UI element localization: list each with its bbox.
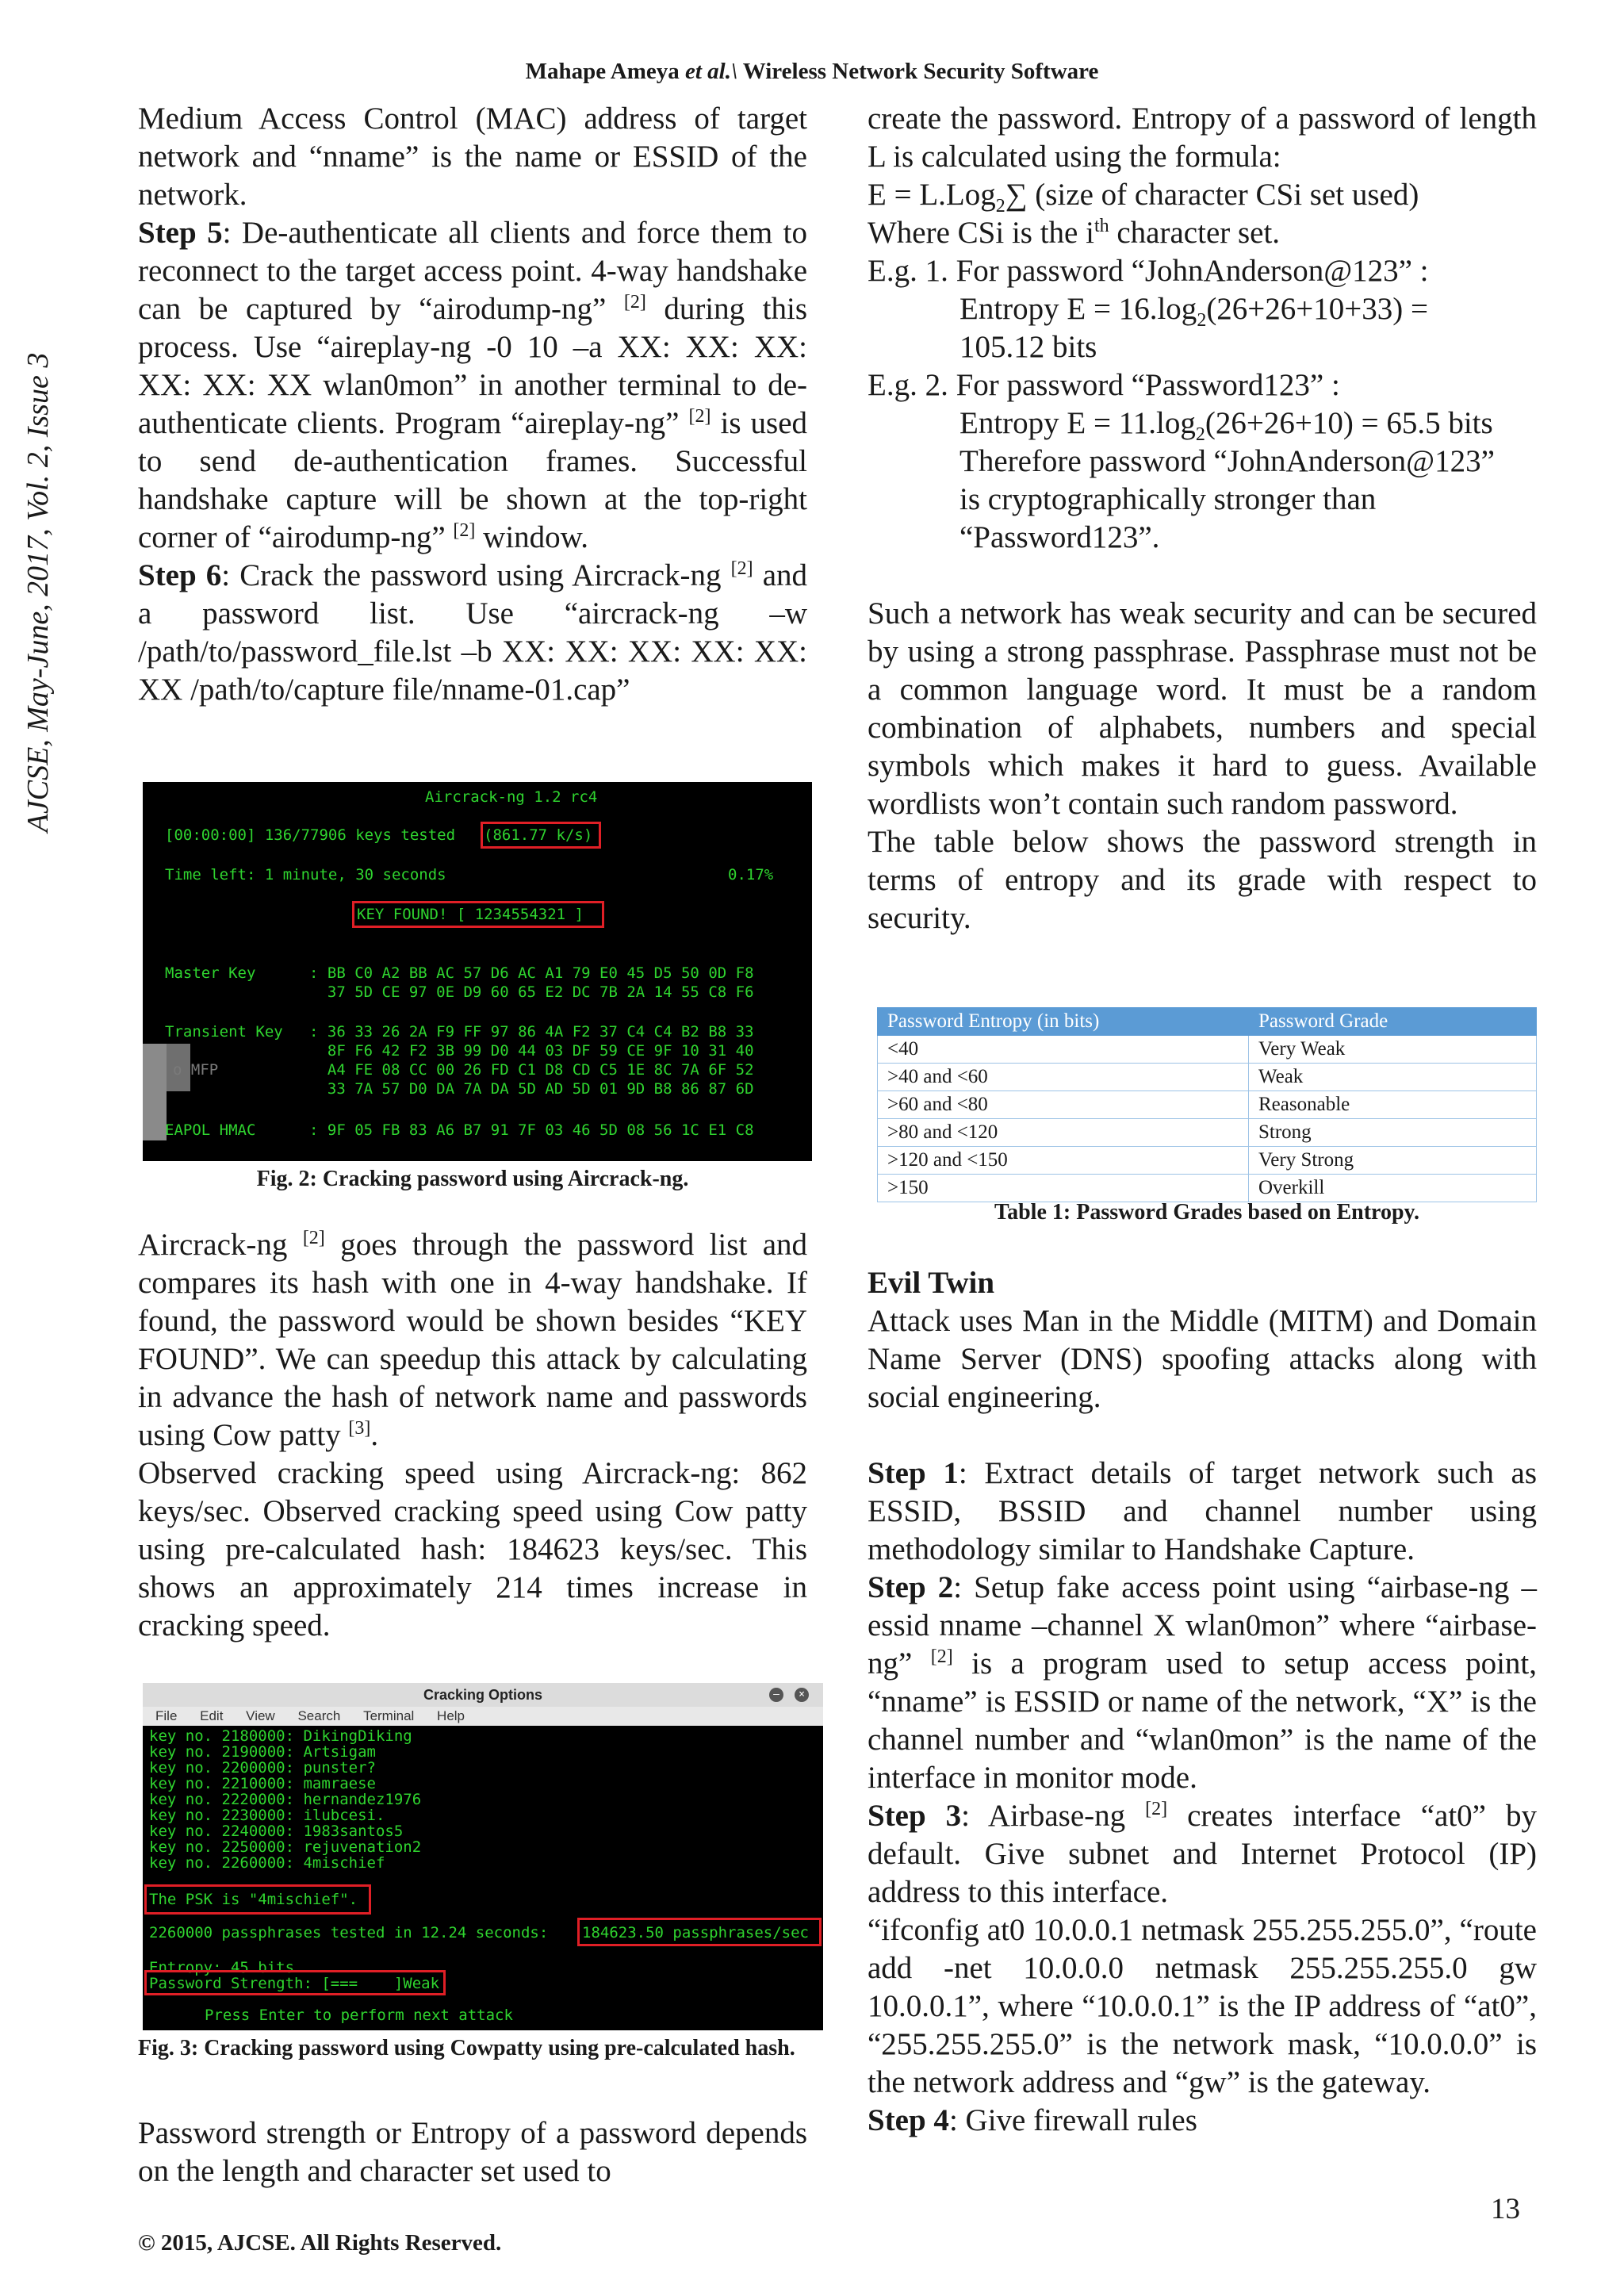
fig3-psk-highlight xyxy=(144,1884,371,1915)
fig2-eapol-label: EAPOL HMAC xyxy=(165,1121,256,1139)
fig2-mfp: o MFP xyxy=(173,1061,219,1079)
table-cell: >40 and <60 xyxy=(878,1064,1249,1091)
right-column-lower xyxy=(868,1264,1537,2140)
fig3-window-title: Cracking Options xyxy=(423,1687,543,1703)
aircrack-explanation xyxy=(138,1226,807,1455)
close-icon[interactable]: × xyxy=(795,1688,809,1702)
table-cell: >150 xyxy=(878,1175,1249,1202)
fig3-line: key no. 2240000: 1983santos5 xyxy=(149,1823,404,1840)
menu-terminal[interactable]: Terminal xyxy=(363,1708,415,1723)
evil-step1 xyxy=(868,1455,1537,1569)
fig2-percent: 0.17% xyxy=(728,866,774,884)
formula-a: E = L.Log xyxy=(868,178,996,212)
evil-step4-label: Step 4 xyxy=(868,2103,949,2137)
fig3-caption: Fig. 3: Cracking password using Cowpatty using pre-calculated hash. xyxy=(138,2036,795,2060)
evil-step4-text: : Give firewall rules xyxy=(948,2103,1197,2137)
where-b: character set. xyxy=(1109,216,1281,250)
left-column-bottom xyxy=(138,2114,807,2191)
fig3-line: key no. 2250000: rejuvenation2 xyxy=(149,1838,422,1856)
eg2-calc-a: Entropy E = 11.log xyxy=(959,406,1196,440)
fig3-line: key no. 2220000: hernandez1976 xyxy=(149,1791,422,1808)
fig2-master-2: 37 5D CE 97 0E D9 60 65 E2 DC 7B 2A 14 55 C8 F6 xyxy=(309,983,754,1001)
table-cell: Very Weak xyxy=(1249,1036,1537,1064)
fig3-strength: Password Strength: [=== ]Weak xyxy=(149,1975,440,1992)
table-intro-para: The table below shows the password strength in terms of entropy and its grade with respect to security. xyxy=(868,825,1537,935)
evil-step2-text-a: : Setup fake access point using “airbase-ng –essid nname –channel X wlan0mon” where “airbase-ng” xyxy=(868,1570,1537,1681)
formula-b: ∑ (size of character CSi set used) xyxy=(1005,178,1419,212)
where-line xyxy=(868,214,1537,252)
evil-twin-heading: Evil Twin xyxy=(868,1266,995,1300)
fig3-line: key no. 2260000: 4mischief xyxy=(149,1854,385,1872)
fig2-transient-3: A4 FE 08 CC 00 26 FD C1 D8 CD C5 1E 8C 7A 6F 52 xyxy=(309,1061,754,1079)
fig3-prompt: Press Enter to perform next attack xyxy=(205,2007,513,2024)
fig2-caption: Fig. 2: Cracking password using Aircrack-ng. xyxy=(256,1167,689,1191)
ref-3: [3] xyxy=(348,1418,371,1439)
eg1-sub: 2 xyxy=(1197,309,1207,331)
fig3-strength-highlight xyxy=(144,1970,446,1995)
eg1-calc-b: (26+26+10+33) = xyxy=(1206,292,1429,326)
eg2-sub: 2 xyxy=(1195,424,1205,445)
evil-twin-para: Attack uses Man in the Middle (MITM) and Domain Name Server (DNS) spoofing attacks along with social engineering. xyxy=(868,1304,1537,1414)
table-header-entropy: Password Entropy (in bits) xyxy=(878,1008,1249,1036)
example-1-result: 105.12 bits xyxy=(959,330,1097,364)
conclusion-line-3: “Password123”. xyxy=(959,520,1160,554)
eg1-calc-a: Entropy E = 16.log xyxy=(959,292,1197,326)
table-row xyxy=(878,1091,1537,1119)
ref-2: [2] xyxy=(930,1646,953,1667)
table-cell: >60 and <80 xyxy=(878,1091,1249,1119)
where-sup: th xyxy=(1094,216,1109,236)
example-2-calc xyxy=(868,404,1537,443)
fig2-speed: (861.77 k/s) xyxy=(484,826,593,844)
evil-step3 xyxy=(868,1797,1537,1911)
page-number: 13 xyxy=(1491,2193,1520,2225)
aircrack-text-a: Aircrack-ng xyxy=(138,1228,303,1262)
step6-text-b: and a password list. Use “aircrack-ng –w /path/to/password_file.lst –b XX: XX: XX: XX: XX: XX /path/to/capture file/nname-01.cap” xyxy=(138,558,808,707)
fig3-line: key no. 2230000: ilubcesi. xyxy=(149,1807,385,1824)
fig3-entropy: Entropy: 45 bits xyxy=(149,1959,295,1976)
conclusion-line-1: Therefore password “JohnAnderson@123” xyxy=(959,444,1495,478)
fig2-transient-2: 8F F6 42 F2 3B 99 D0 44 03 DF 59 CE 9F 10 31 40 xyxy=(309,1042,754,1060)
step5-text-b: during this process. Use “aireplay-ng -0 10 –a XX: XX: XX: XX: XX: XX wlan0mon” in another terminal to de-authenticate clients. Program “aireplay-ng” xyxy=(138,292,808,440)
table-row xyxy=(878,1147,1537,1175)
header-etal: et al.\ xyxy=(684,59,738,84)
evil-step3-text-a: : Airbase-ng xyxy=(961,1799,1146,1833)
table-row xyxy=(878,1036,1537,1064)
minimize-icon[interactable]: – xyxy=(769,1688,783,1702)
network-security-para: Such a network has weak security and can be secured by using a strong passphrase. Passphrase must not be a common language word. It must be a random combination of alphabets, numbers and special symbols which makes it hard to guess. Available wordlists won’t contain such random password. xyxy=(868,596,1537,821)
table-cell: Weak xyxy=(1249,1064,1537,1091)
table-caption: Table 1: Password Grades based on Entropy. xyxy=(994,1200,1419,1225)
fig3-titlebar xyxy=(143,1683,823,1707)
step6-text-a: : Crack the password using Aircrack-ng xyxy=(221,558,731,592)
table-cell: Strong xyxy=(1249,1119,1537,1147)
running-head xyxy=(0,59,1624,85)
step6-label: Step 6 xyxy=(138,558,222,592)
password-grade-table xyxy=(877,1007,1537,1202)
fig3-rate-highlight xyxy=(577,1918,822,1946)
fig2-aircrack-terminal xyxy=(143,782,812,1161)
fig3-line: key no. 2200000: punster? xyxy=(149,1759,376,1777)
fig3-cowpatty-terminal xyxy=(143,1683,823,2030)
fig2-eapol: : 9F 05 FB 83 A6 B7 91 7F 03 46 5D 08 56 1C E1 C8 xyxy=(309,1121,754,1139)
entropy-formula xyxy=(868,176,1537,217)
aircrack-text-b: goes through the password list and compares its hash with one in 4-way handshake. If found, the password would be shown besides “KEY FOUND”. We can speedup this attack by calculating in advance the hash of network name and passwords using Cow patty xyxy=(138,1228,807,1452)
header-authors: Mahape Ameya xyxy=(525,59,680,84)
menu-search[interactable]: Search xyxy=(297,1708,341,1723)
fig2-time-left: Time left: 1 minute, 30 seconds xyxy=(165,866,446,884)
eg2-calc-b: (26+26+10) = 65.5 bits xyxy=(1205,406,1493,440)
evil-step1-text: : Extract details of target network such as ESSID, BSSID and channel number using methodology similar to Handshake Capture. xyxy=(868,1456,1537,1566)
ifconfig-para: “ifconfig at0 10.0.0.1 netmask 255.255.255.0”, “route add -net 10.0.0.0 netmask 255.255.255.0 gw 10.0.0.1”, where “10.0.0.1” is the IP address of “at0”, “255.255.255.0” is the network mask, “10.0.0.0” is the network address and “gw” is the gateway. xyxy=(868,1913,1537,2099)
right-column xyxy=(868,100,1537,937)
evil-step3-label: Step 3 xyxy=(868,1799,962,1833)
evil-step2 xyxy=(868,1569,1537,1797)
fig3-line: key no. 2180000: DikingDiking xyxy=(149,1727,412,1745)
fig2-transient-label: Transient Key xyxy=(165,1023,283,1041)
ref-2: [2] xyxy=(688,406,711,427)
table-cell: <40 xyxy=(878,1036,1249,1064)
conclusion-line-2: is cryptographically stronger than xyxy=(959,482,1377,516)
table-row xyxy=(878,1175,1537,1202)
left-column-lower xyxy=(138,1226,807,1645)
ref-2: [2] xyxy=(730,558,753,579)
fig2-gray-overlay xyxy=(143,1044,167,1140)
menu-view[interactable]: View xyxy=(246,1708,275,1723)
example-1: E.g. 1. For password “JohnAnderson@123” : xyxy=(868,254,1429,288)
entropy-intro-para: Password strength or Entropy of a password depends on the length and character set used to xyxy=(138,2116,807,2188)
table-cell: Reasonable xyxy=(1249,1091,1537,1119)
left-column xyxy=(138,100,807,709)
fig2-speed-highlight xyxy=(481,822,601,849)
step5-text-a: : De-authenticate all clients and force them to reconnect to the target access point. 4-way handshake can be captured by “airodump-ng” xyxy=(138,216,807,326)
evil-step3-text-b: creates interface “at0” by default. Give subnet and Internet Protocol (IP) address to this interface. xyxy=(868,1799,1537,1909)
fig2-key-found: KEY FOUND! [ 1234554321 ] xyxy=(357,906,584,923)
evil-step1-label: Step 1 xyxy=(868,1456,959,1490)
ref-2: [2] xyxy=(1145,1799,1168,1819)
fig2-transient-4: 33 7A 57 D0 DA 7A DA 5D AD 5D 01 9D B8 86 87 6D xyxy=(309,1080,754,1098)
speed-para: Observed cracking speed using Aircrack-ng: 862 keys/sec. Observed cracking speed using Cow patty using pre-calculated hash: 184623 keys/sec. This shows an approximately 214 times increase in cracking speed. xyxy=(138,1456,807,1642)
fig3-rate: 184623.50 passphrases/sec xyxy=(582,1924,809,1941)
where-a: Where CSi is the i xyxy=(868,216,1094,250)
fig2-master-1: : BB C0 A2 BB AC 57 D6 AC A1 79 E0 45 D5 50 0D F8 xyxy=(309,964,754,982)
table-row xyxy=(878,1119,1537,1147)
evil-step2-text-b: is a program used to setup access point, “nname” is ESSID or name of the network, “X” is the channel number and “wlan0mon” is the name of the interface in monitor mode. xyxy=(868,1646,1538,1795)
evil-step2-label: Step 2 xyxy=(868,1570,954,1604)
fig3-menubar xyxy=(143,1707,823,1726)
example-1-calc xyxy=(868,290,1537,331)
formula-sub: 2 xyxy=(995,195,1005,217)
fig2-title: Aircrack-ng 1.2 rc4 xyxy=(425,788,598,806)
table-row xyxy=(878,1064,1537,1091)
fig2-master-label: Master Key xyxy=(165,964,256,982)
step5-label: Step 5 xyxy=(138,216,223,250)
table-cell: >120 and <150 xyxy=(878,1147,1249,1175)
ref-2: [2] xyxy=(623,292,646,312)
copyright-footer: © 2015, AJCSE. All Rights Reserved. xyxy=(138,2230,502,2256)
table-cell: Very Strong xyxy=(1249,1147,1537,1175)
fig3-tested: 2260000 passphrases tested in 12.24 seconds: xyxy=(149,1924,549,1941)
menu-help[interactable]: Help xyxy=(437,1708,465,1723)
fig2-key-highlight xyxy=(352,901,604,928)
aircrack-text-c: . xyxy=(370,1418,379,1452)
fig2-transient-1: : 36 33 26 2A F9 FF 97 86 4A F2 37 C4 C4 B2 B8 33 xyxy=(309,1023,754,1041)
step5-text-d: window. xyxy=(475,520,589,554)
table-cell: Overkill xyxy=(1249,1175,1537,1202)
fig3-line: key no. 2210000: mamraese xyxy=(149,1775,376,1792)
step5-para xyxy=(138,214,807,557)
step6-para xyxy=(138,557,807,709)
table-header-grade: Password Grade xyxy=(1249,1008,1537,1036)
evil-step4 xyxy=(868,2102,1537,2140)
ref-2: [2] xyxy=(453,520,476,541)
example-2: E.g. 2. For password “Password123” : xyxy=(868,368,1340,402)
menu-file[interactable]: File xyxy=(155,1708,178,1723)
header-title: Wireless Network Security Software xyxy=(742,59,1099,84)
fig3-line: key no. 2190000: Artsigam xyxy=(149,1743,376,1761)
fig3-psk: The PSK is "4mischief". xyxy=(149,1891,358,1908)
entropy-continued: create the password. Entropy of a password of length L is calculated using the formula: xyxy=(868,102,1537,174)
left-para-mac: Medium Access Control (MAC) address of target network and “nname” is the name or ESSID of the network. xyxy=(138,102,807,212)
table-cell: >80 and <120 xyxy=(878,1119,1249,1147)
journal-side-label: AJCSE, May-June, 2017, Vol. 2, Issue 3 xyxy=(21,352,55,833)
ref-2: [2] xyxy=(302,1228,325,1248)
step5-text-c: is used to send de-authentication frames. Successful handshake capture will be shown at the top-right corner of “airodump-ng” xyxy=(138,406,808,554)
fig2-progress: [00:00:00] 136/77906 keys tested xyxy=(165,826,456,844)
menu-edit[interactable]: Edit xyxy=(200,1708,224,1723)
table-header-row xyxy=(878,1008,1537,1036)
